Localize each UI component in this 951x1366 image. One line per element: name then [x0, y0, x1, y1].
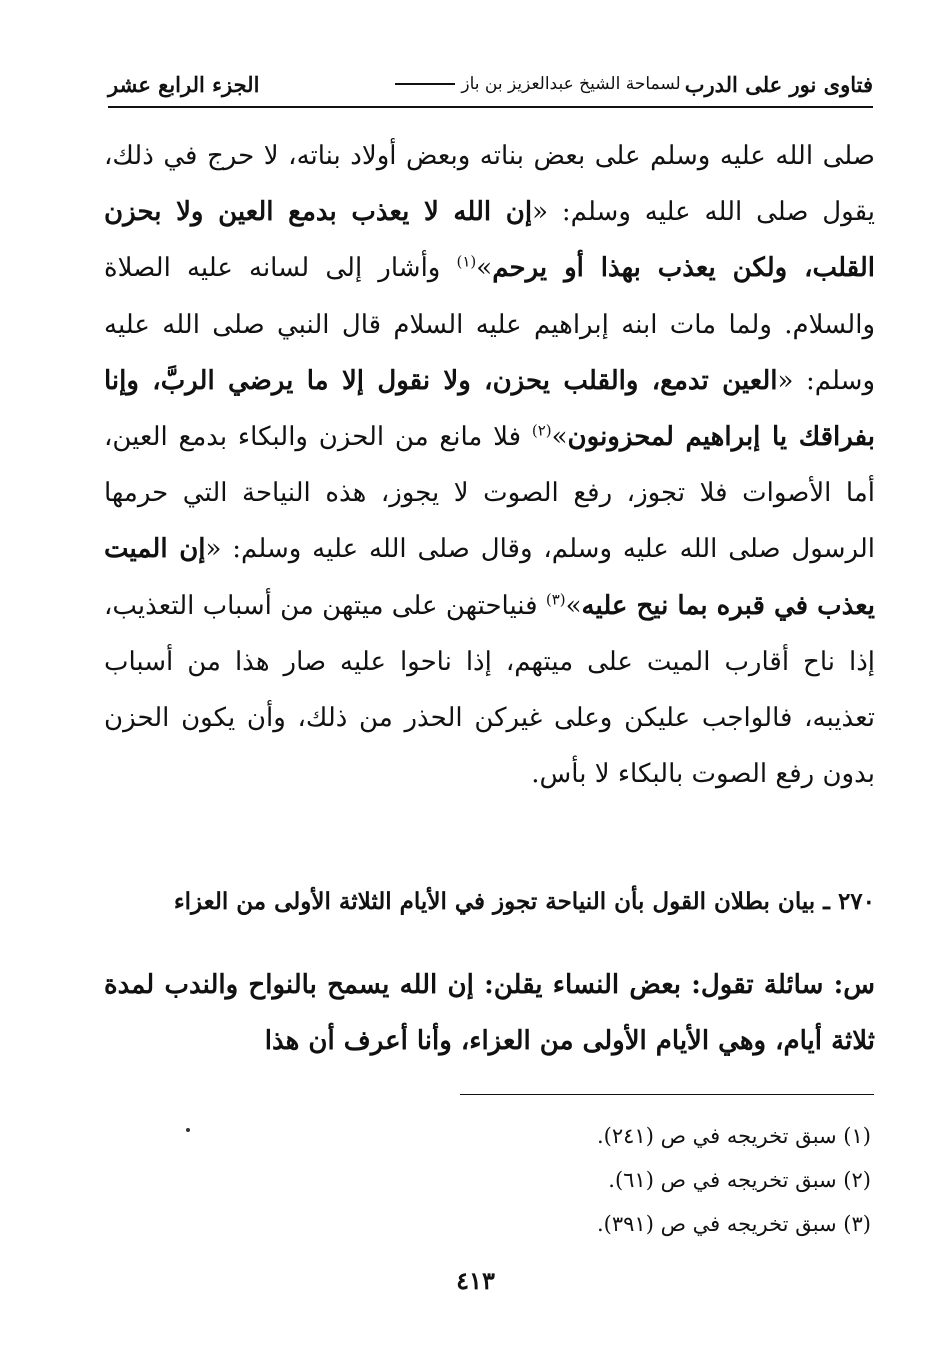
hadith-quote: إن الله لا يعذب بدمع العين ولا بحزن القلب، ولكن يعذب بهذا أو يرحم	[104, 197, 875, 284]
question-text: سائلة تقول: بعض النساء يقلن: إن الله يسمح بالنواح والندب لمدة ثلاثة أيام، وهي الأيام الأولى من العزاء، وأنا أعرف أن هذا	[104, 970, 875, 1056]
header-author: لسماحة الشيخ عبدالعزيز بن باز	[461, 74, 681, 94]
running-header	[108, 62, 873, 108]
footnote-ref: (٢)	[531, 421, 552, 440]
footnote: (١) سبق تخريجه في ص (٢٤١).	[597, 1124, 871, 1148]
footnote-ref: (٣)	[545, 589, 566, 608]
header-book-info	[389, 72, 873, 97]
body-text: صلى الله عليه وسلم على بعض بناته وبعض أولاد بناته، لا حرج في ذلك، يقول صلى الله عليه وسلم: «	[104, 141, 875, 228]
body-text: فنياحتهن على ميتهن من أسباب التعذيب، إذا ناح أقارب الميت على ميتهم، إذا ناحوا عليه صار هذا من أسباب تعذيبه، فالواجب عليكن وعلى غيركن الحذر من ذلك، وأن يكون الحزن بدون رفع الصوت بالبكاء لا بأس.	[104, 590, 875, 790]
question-block	[104, 957, 875, 1069]
footnote-ref: (١)	[456, 252, 477, 271]
body-text: فلا مانع من الحزن والبكاء بدمع العين، أما الأصوات فلا تجوز، رفع الصوت لا يجوز، هذه النياحة التي حرمها الرسول صلى الله عليه وسلم، وقال صلى الله عليه وسلم: «	[104, 422, 876, 565]
main-text	[104, 128, 875, 802]
header-volume: الجزء الرابع عشر	[108, 71, 260, 97]
quote-mark: »	[476, 253, 493, 284]
hadith-quote: إن الميت يعذب في قبره بما نيح عليه	[104, 534, 875, 621]
footnotes	[171, 1114, 871, 1246]
footnote-separator	[460, 1094, 874, 1095]
section-heading: ٢٧٠ ـ بيان بطلان القول بأن النياحة تجوز في الأيام الثلاثة الأولى من العزاء	[173, 888, 875, 915]
hadith-quote: العين تدمع، والقلب يحزن، ولا نقول إلا ما يرضي الربَّ، وإنا بفراقك يا إبراهيم لمحزونون	[104, 365, 875, 453]
footnote: (٢) سبق تخريجه في ص (٦١).	[608, 1168, 871, 1192]
footnote: (٣) سبق تخريجه في ص (٣٩١).	[597, 1212, 871, 1236]
body-text: وأشار إلى لسانه عليه الصلاة والسلام. ولما مات ابنه إبراهيم عليه السلام قال النبي صلى الله عليه وسلم: «	[104, 253, 875, 396]
question-label: س:	[833, 970, 875, 1000]
quote-mark: »	[551, 422, 568, 453]
quote-mark: »	[565, 590, 582, 621]
header-rule	[395, 83, 455, 85]
body-paragraph	[104, 128, 875, 802]
question-paragraph	[104, 957, 875, 1069]
page-number: ٤١٣	[456, 1266, 495, 1295]
header-book-title: فتاوى نور على الدرب	[684, 71, 873, 97]
